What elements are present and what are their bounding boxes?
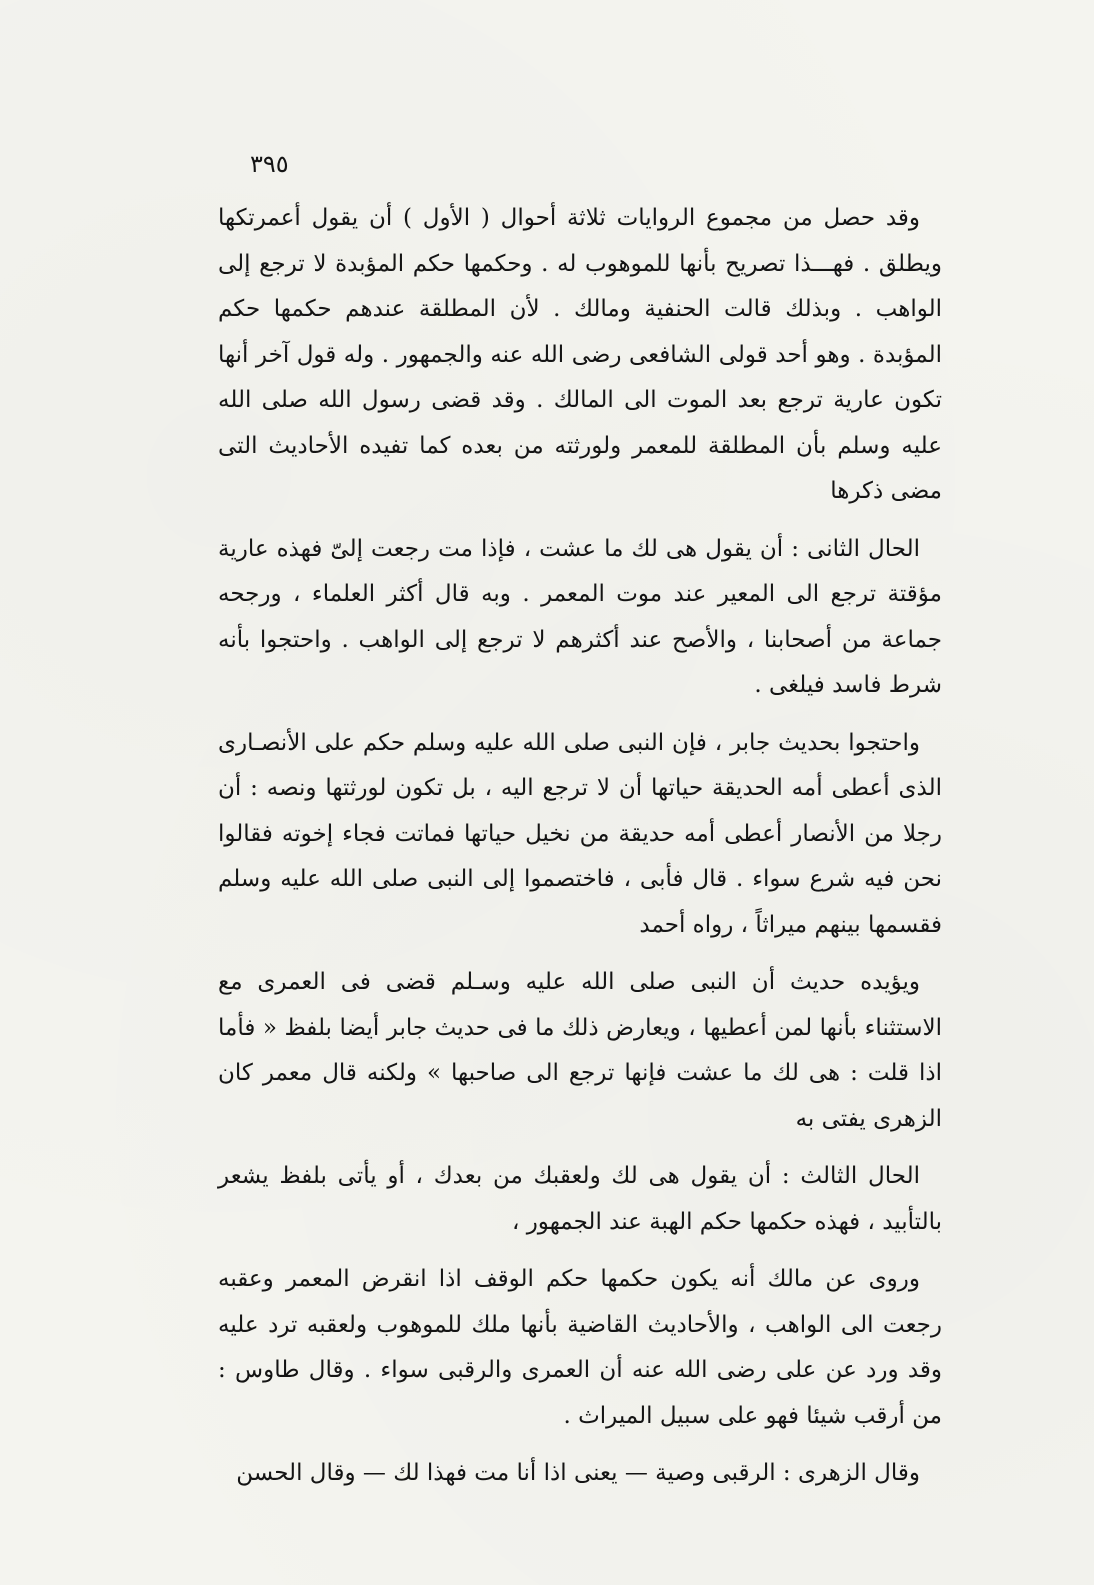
paragraph-2: الحال الثانى : أن يقول هى لك ما عشت ، فإذا مت رجعت إلىّ فهذه عارية مؤقتة ترجع الى المعير عند موت المعمر . وبه قال أكثر العلماء ، ورجحه جماعة من أصحابنا ، والأصح عند أكثرهم لا ترجع إلى الواهب . واحتجوا بأنه شرط فاسد فيلغى .: [218, 535, 942, 698]
paragraph-5: الحال الثالث : أن يقول هى لك ولعقبك من بعدك ، أو يأتى بلفظ يشعر بالتأبيد ، فهذه حكمها حكم الهبة عند الجمهور ،: [218, 1163, 942, 1235]
paragraph-4: ويؤيده حديث أن النبى صلى الله عليه وسـلم قضى فى العمرى مع الاستثناء بأنها لمن أعطيها ، ويعارض ذلك ما فى حديث جابر أيضا بلفظ « فأما اذا قلت : هى لك ما عشت فإنها ترجع الى صاحبها » ولكنه قال معمر كان الزهرى يفتى به: [218, 969, 942, 1132]
paragraph-6: وروى عن مالك أنه يكون حكمها حكم الوقف اذا انقرض المعمر وعقبه رجعت الى الواهب ، والأحاديث القاضية بأنها ملك للموهوب ولعقبه ترد عليه وقد ورد عن على رضى الله عنه أن العمرى والرقبى سواء . وقال طاوس : من أرقب شيئا فهو على سبيل الميراث .: [218, 1266, 942, 1429]
paragraph-3: واحتجوا بحديث جابر ، فإن النبى صلى الله عليه وسلم حكم على الأنصـارى الذى أعطى أمه الحديقة حياتها أن لا ترجع اليه ، بل تكون لورثتها ونصه : أن رجلا من الأنصار أعطى أمه حديقة من نخيل حياتها فماتت فجاء إخوته فقالوا نحن فيه شرع سواء . قال فأبى ، فاختصموا إلى النبى صلى الله عليه وسلم فقسمها بينهم ميراثاً ، رواه أحمد: [218, 729, 942, 938]
paragraph-7: وقال الزهرى : الرقبى وصية — يعنى اذا أنا مت فهذا لك — وقال الحسن: [236, 1460, 920, 1486]
page-number: ٣٩٥: [250, 150, 289, 178]
body-text: [218, 196, 942, 1509]
paragraph-1: وقد حصل من مجموع الروايات ثلاثة أحوال ( الأول ) أن يقول أعمرتكها ويطلق . فهـــذا تصريح بأنها للموهوب له . وحكمها حكم المؤبدة لا ترجع إلى الواهب . وبذلك قالت الحنفية ومالك . لأن المطلقة عندهم حكمها حكم المؤبدة . وهو أحد قولى الشافعى رضى الله عنه والجمهور . وله قول آخر أنها تكون عارية ترجع بعد الموت الى المالك . وقد قضى رسول الله صلى الله عليه وسلم بأن المطلقة للمعمر ولورثته من بعده كما تفيده الأحاديث التى مضى ذكرها: [218, 205, 942, 504]
